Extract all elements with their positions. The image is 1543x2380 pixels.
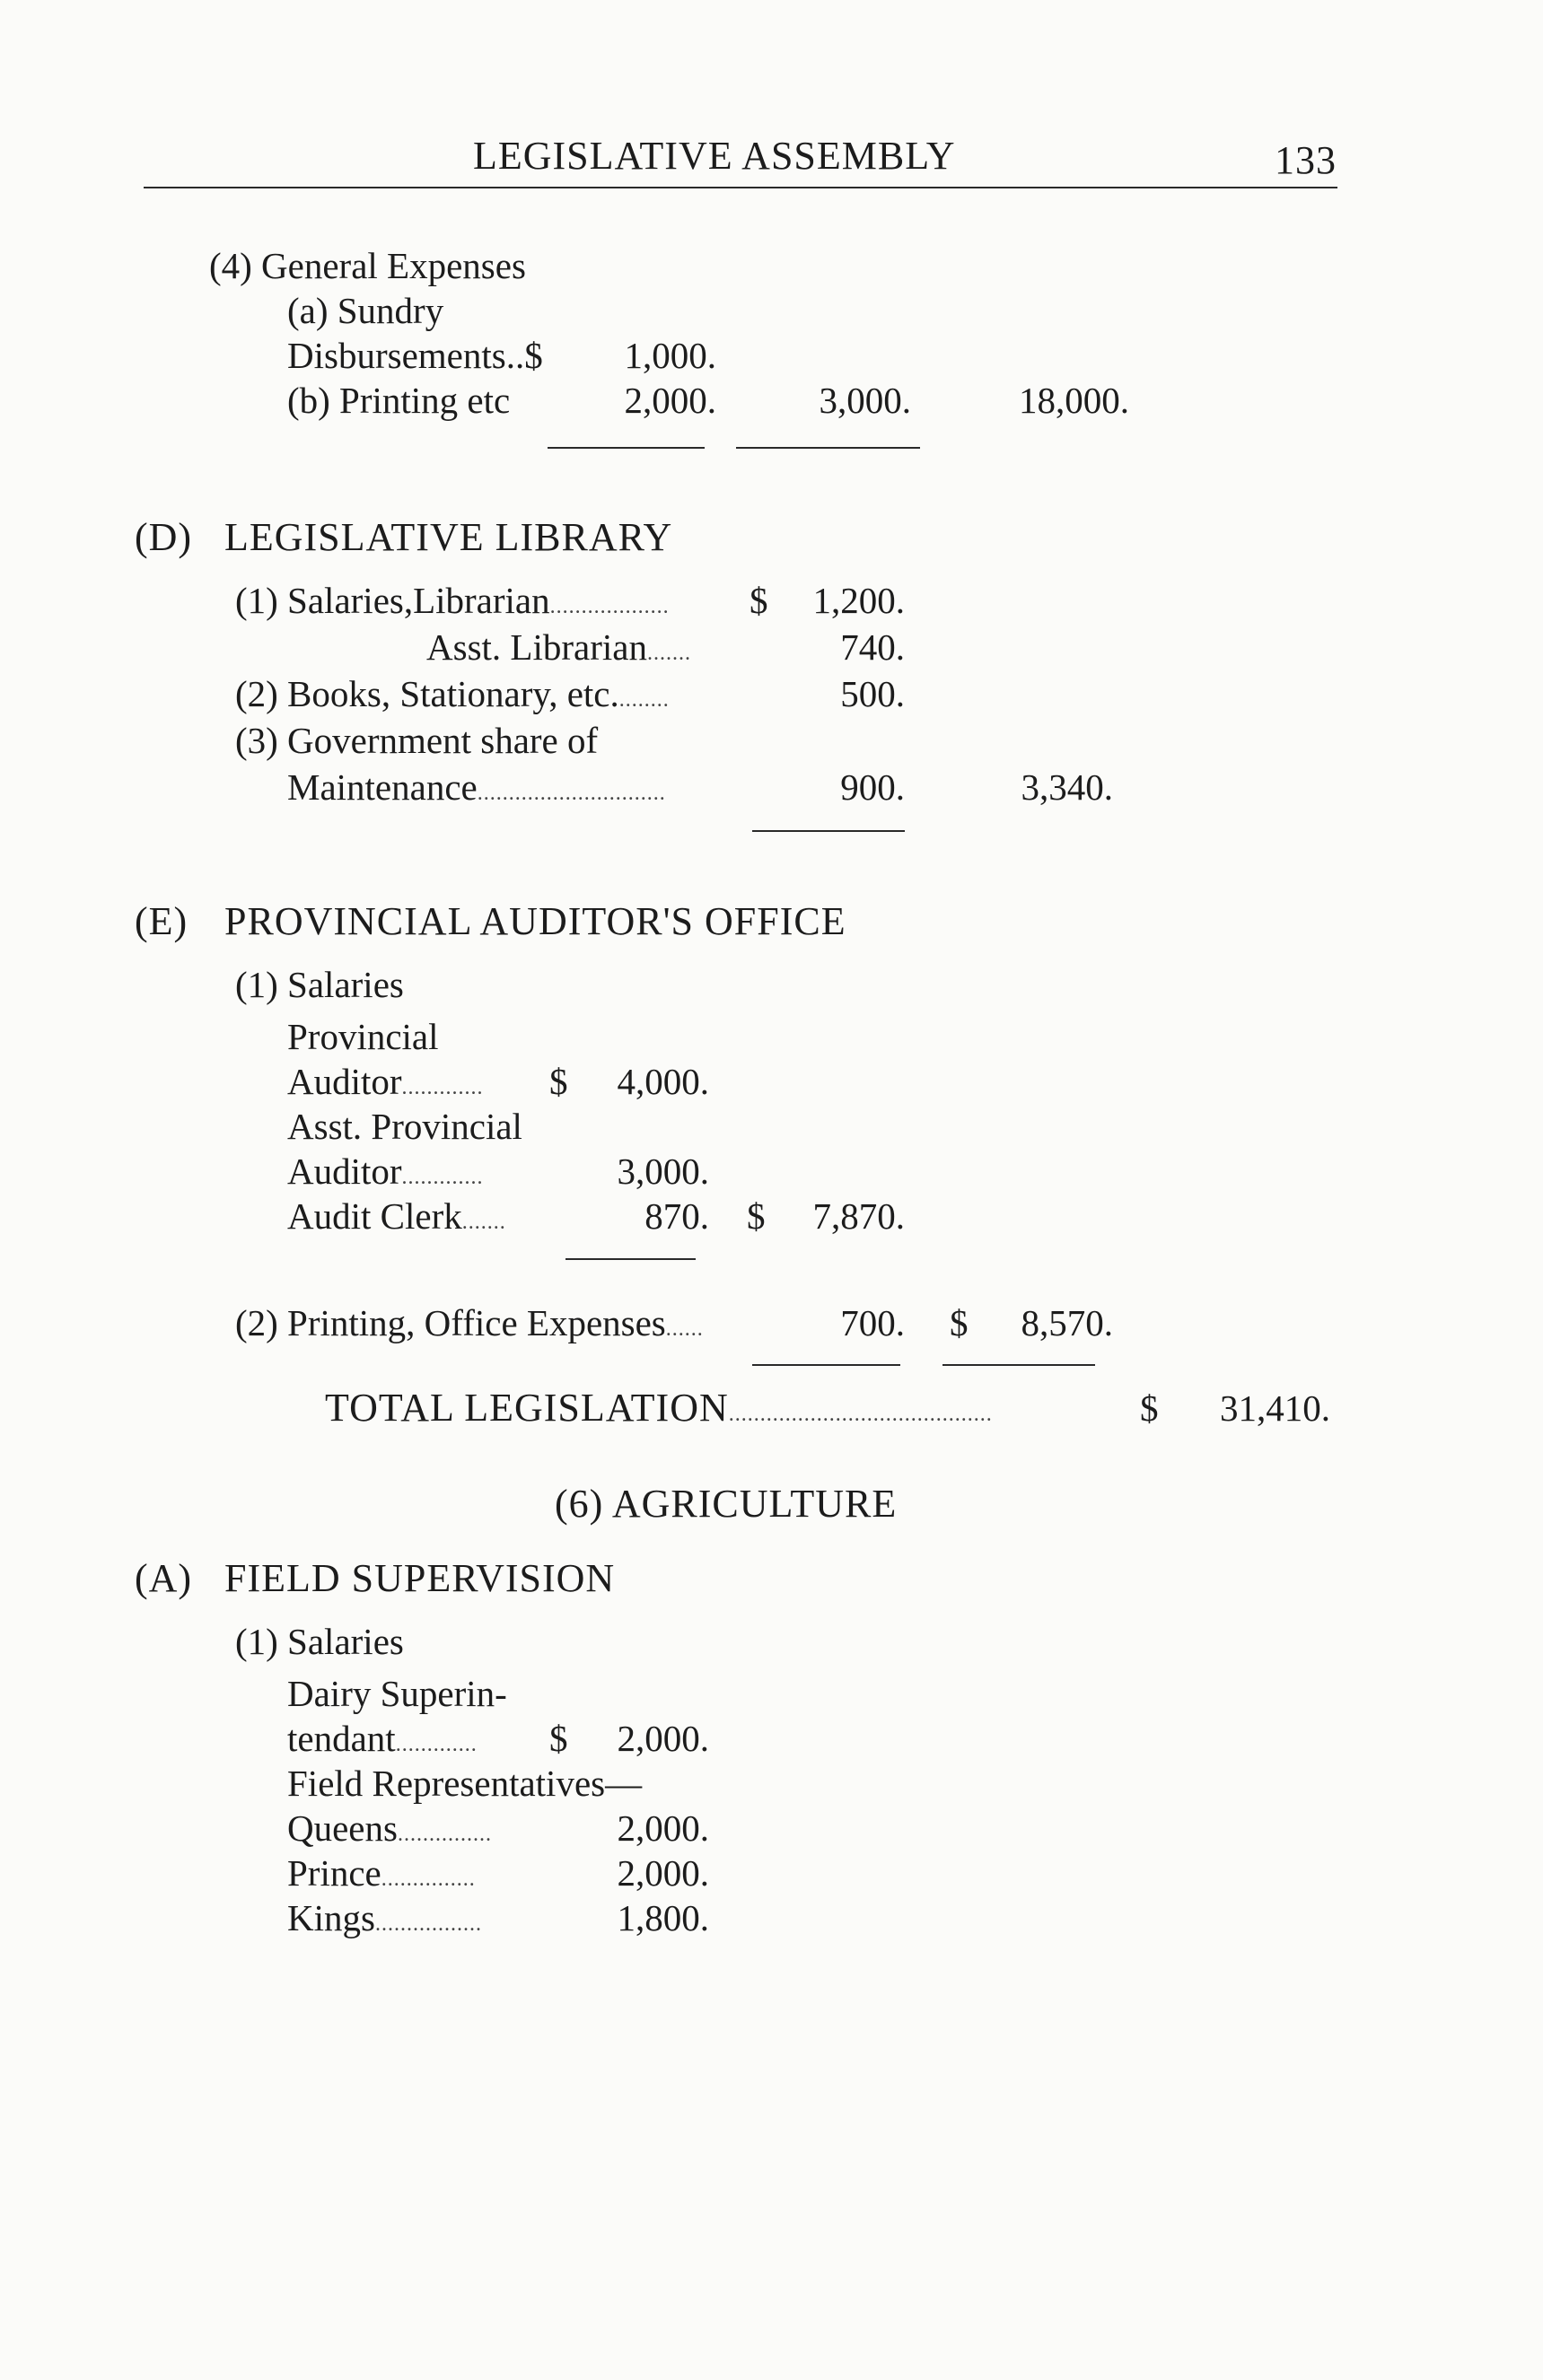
sundry-amount: 1,000. <box>624 335 716 376</box>
dollar-sign: $ <box>950 1302 969 1343</box>
asst-auditor-amount: 3,000. <box>617 1151 709 1192</box>
maintenance-amount: 900. <box>840 766 905 808</box>
agriculture-line: Field Representatives— <box>287 1763 643 1804</box>
auditor-line: (1) Salaries <box>235 964 404 1005</box>
library-line: Asst. Librarian....... <box>426 626 691 668</box>
auditor-line: Auditor............. <box>287 1151 484 1192</box>
agriculture-line: tendant............. <box>287 1718 478 1759</box>
asst-librarian-amount: 740. <box>840 626 905 668</box>
library-line: (3) Government share of <box>235 720 599 761</box>
printing-label: (b) Printing etc <box>287 380 511 421</box>
dollar-sign: $ <box>750 580 768 621</box>
dollar-sign: $ <box>549 1061 568 1102</box>
queens-amount: 2,000. <box>617 1807 709 1849</box>
field-supervision-heading: FIELD SUPERVISION <box>224 1556 616 1600</box>
dairy-amount: 2,000. <box>617 1718 709 1759</box>
auditor-line: Asst. Provincial <box>287 1106 522 1147</box>
section-letter: (D) <box>135 515 193 559</box>
auditor-line: Auditor............. <box>287 1061 484 1102</box>
rule <box>752 830 905 832</box>
rule <box>736 447 920 449</box>
agriculture-heading: (6) AGRICULTURE <box>555 1482 898 1526</box>
rule <box>548 447 705 449</box>
sundry-label: (a) Sundry <box>287 290 444 331</box>
auditor-total: 8,570. <box>1021 1302 1113 1343</box>
auditor-line: Provincial <box>287 1016 439 1057</box>
auditor-heading: PROVINCIAL AUDITOR'S OFFICE <box>224 899 846 943</box>
library-heading: LEGISLATIVE LIBRARY <box>224 515 673 559</box>
auditor-amount: 4,000. <box>617 1061 709 1102</box>
agriculture-line: (1) Salaries <box>235 1621 404 1662</box>
general-expenses-total: 18,000. <box>1019 380 1129 421</box>
running-header-title: LEGISLATIVE ASSEMBLY <box>473 134 956 178</box>
agriculture-line: Prince............... <box>287 1852 476 1894</box>
rule <box>942 1364 1095 1366</box>
librarian-amount: 1,200. <box>812 580 905 621</box>
library-line: Maintenance.............................. <box>287 766 666 808</box>
dollar-sign: $ <box>549 1718 568 1759</box>
section-letter: (E) <box>135 899 188 943</box>
salaries-subtotal: 7,870. <box>812 1195 905 1237</box>
general-expenses-subtotal: 3,000. <box>819 380 911 421</box>
library-line: (1) Salaries,Librarian................... <box>235 580 670 621</box>
audit-clerk-amount: 870. <box>644 1195 709 1237</box>
books-amount: 500. <box>840 673 905 714</box>
header-rule <box>144 187 1337 188</box>
auditor-line: Audit Clerk....... <box>287 1195 506 1237</box>
auditor-line: (2) Printing, Office Expenses...... <box>235 1302 704 1343</box>
agriculture-line: Dairy Superin- <box>287 1673 507 1714</box>
page-number: 133 <box>1275 138 1337 182</box>
agriculture-line: Queens............... <box>287 1807 492 1849</box>
total-legislation-label: TOTAL LEGISLATION.......................................... <box>325 1386 993 1430</box>
library-total: 3,340. <box>1021 766 1113 808</box>
total-legislation-amount: 31,410. <box>1220 1387 1330 1429</box>
prince-amount: 2,000. <box>617 1852 709 1894</box>
rule <box>752 1364 900 1366</box>
library-line: (2) Books, Stationary, etc......... <box>235 673 670 714</box>
printing-amount: 2,000. <box>624 380 716 421</box>
dollar-sign: $ <box>747 1195 766 1237</box>
printing-office-amount: 700. <box>840 1302 905 1343</box>
dollar-sign: $ <box>1140 1387 1159 1429</box>
general-expenses-heading: (4) General Expenses <box>209 245 526 286</box>
disbursements-label: Disbursements..$ <box>287 335 543 376</box>
rule <box>565 1258 696 1260</box>
section-letter: (A) <box>135 1556 193 1600</box>
agriculture-line: Kings................. <box>287 1897 482 1938</box>
kings-amount: 1,800. <box>617 1897 709 1938</box>
